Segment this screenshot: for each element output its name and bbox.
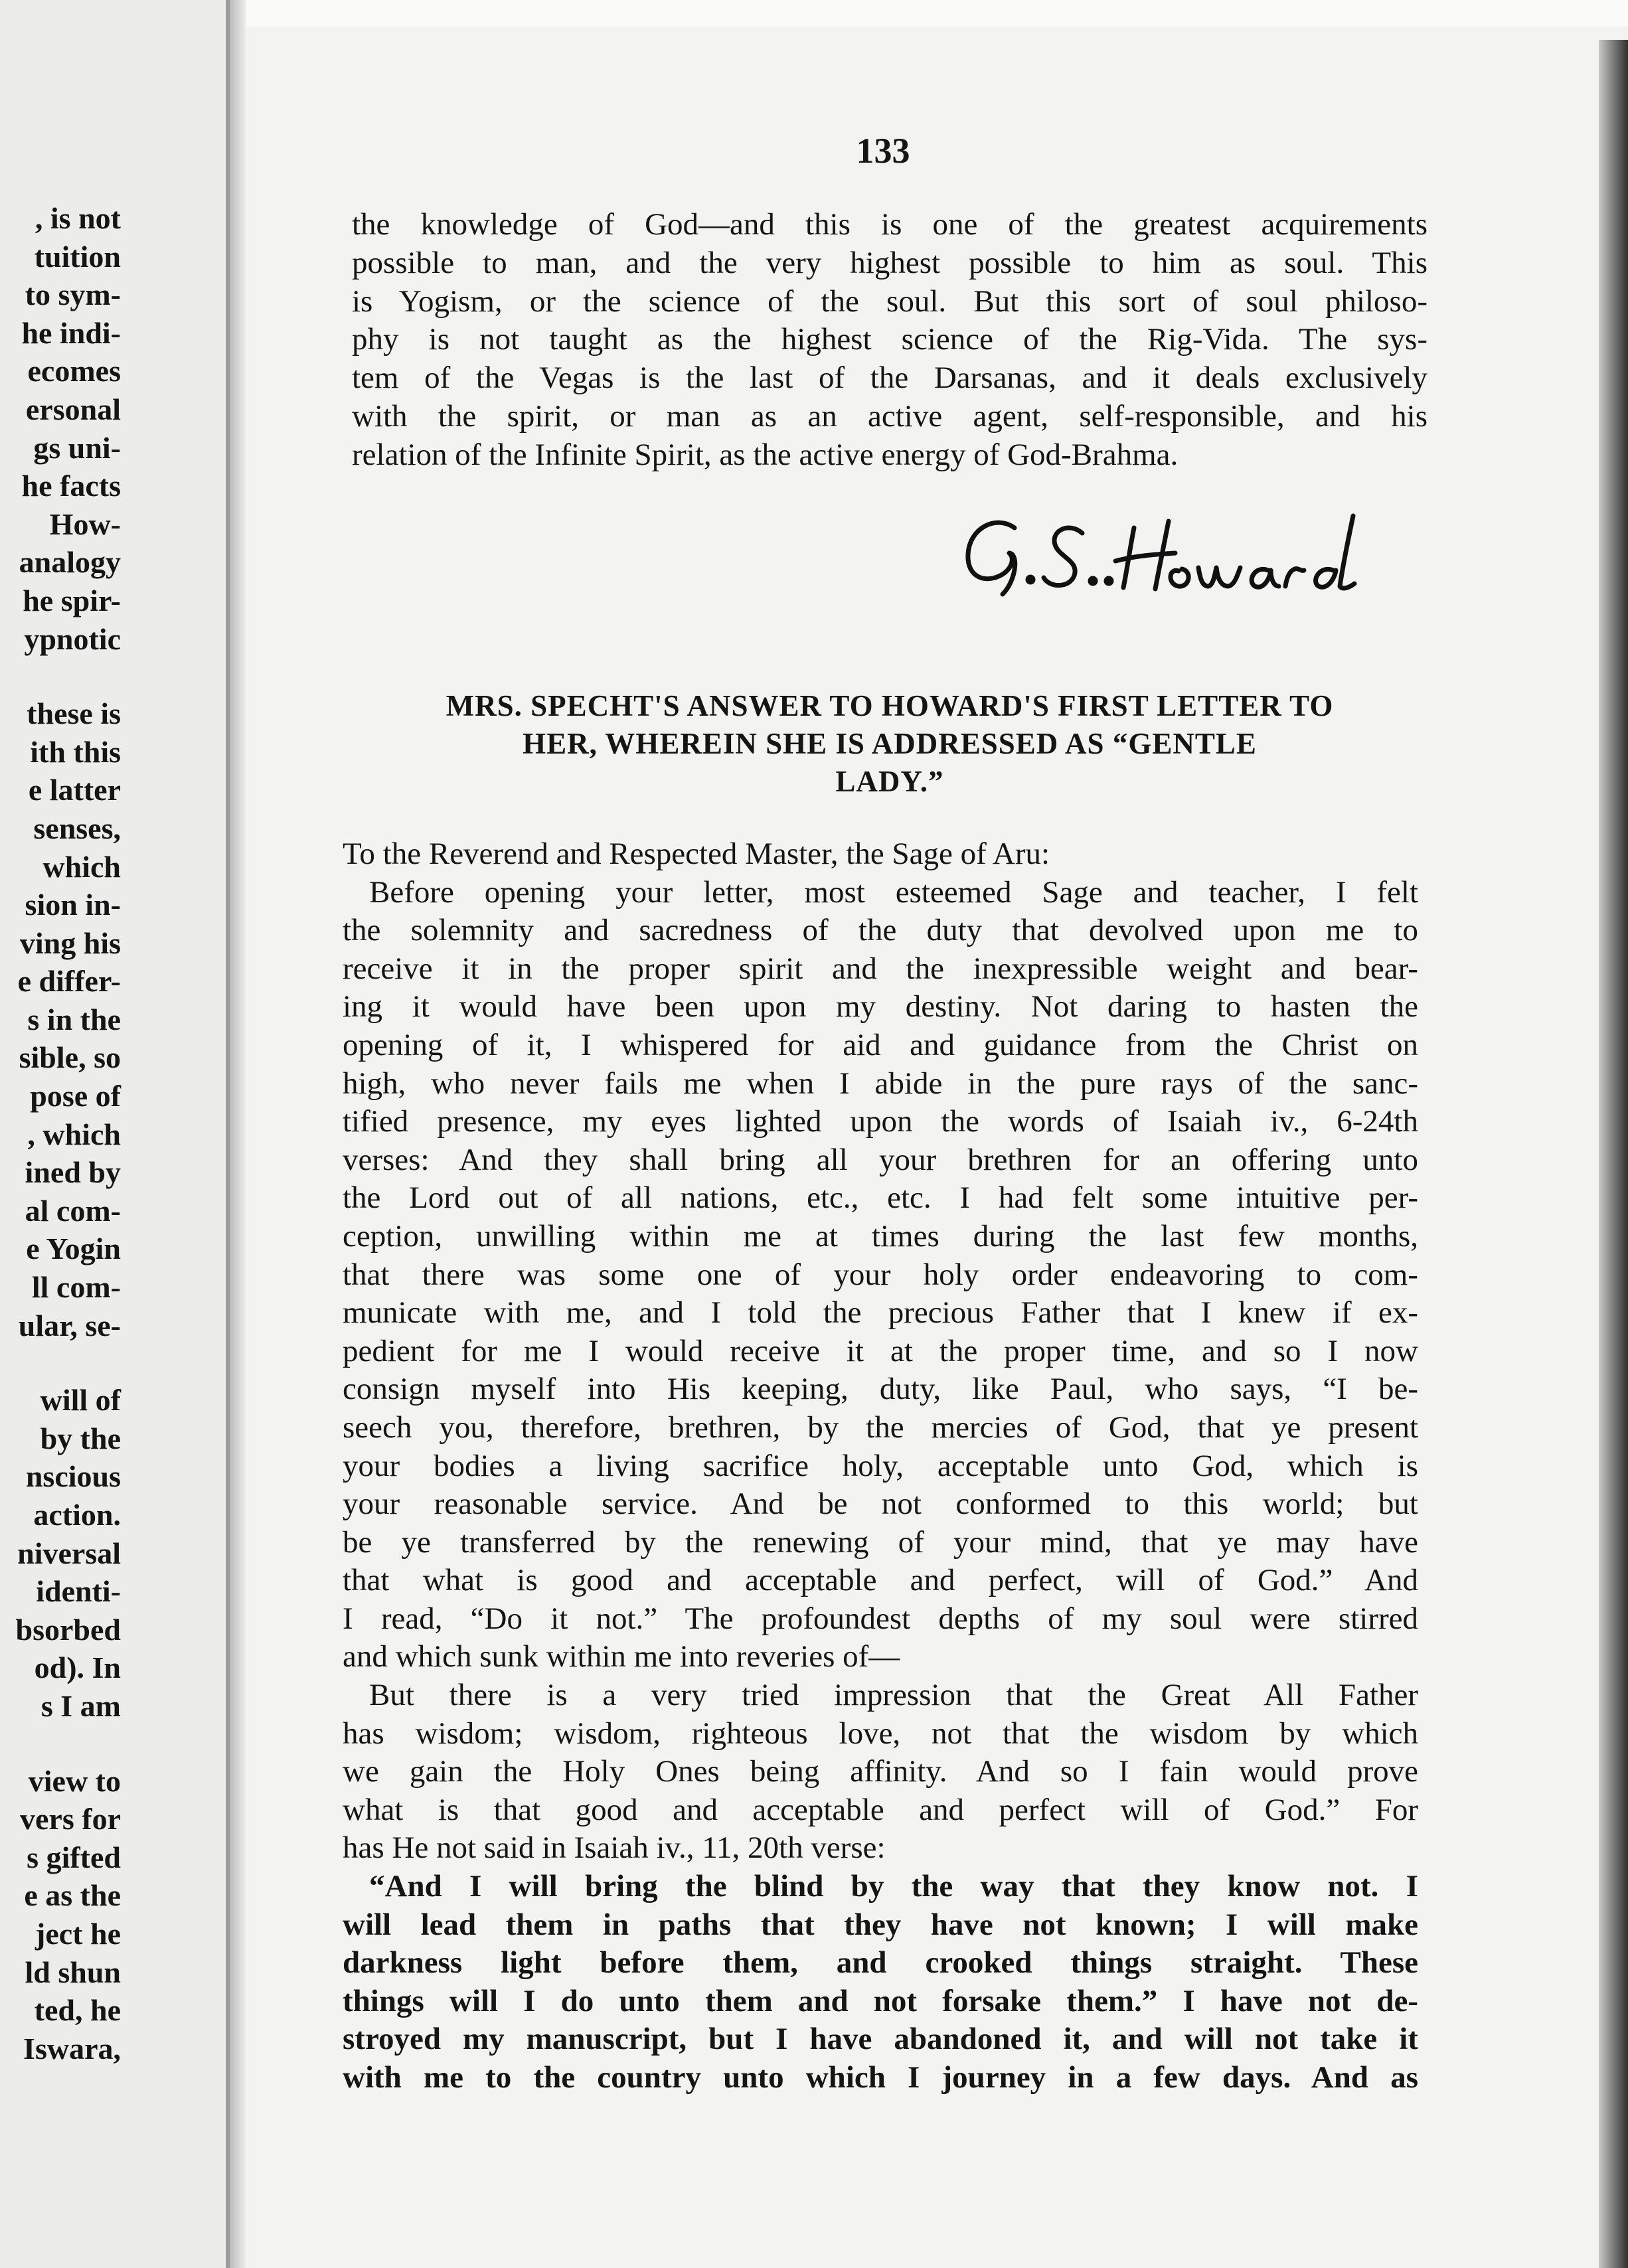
- facing-line: ith this: [30, 734, 121, 769]
- quote-line: things will I do unto them and not forsake them.” I have not de-: [343, 1983, 1418, 2018]
- signature-drawing: [956, 501, 1368, 614]
- facing-line: ll com-: [31, 1270, 121, 1305]
- facing-line: sion in-: [25, 888, 121, 922]
- quote-line: “And I will bring the blind by the way that they know not. I: [369, 1869, 1418, 1904]
- text-line: high, who never fails me when I abide in the pure rays of the sanc-: [343, 1066, 1418, 1101]
- text-line: and which sunk within me into reveries of—: [343, 1639, 900, 1674]
- facing-line: ular, se-: [18, 1308, 121, 1342]
- facing-line: e as the: [24, 1878, 121, 1913]
- text-line: opening of it, I whispered for aid and guidance from the Christ on: [343, 1027, 1418, 1062]
- text-line: pedient for me I would receive it at the proper time, and so I now: [343, 1333, 1418, 1368]
- quote-line: darkness light before them, and crooked things straight. These: [343, 1945, 1418, 1981]
- facing-line: which: [42, 849, 121, 884]
- paragraph-gap: [0, 1344, 121, 1381]
- book-gutter: [230, 0, 246, 2268]
- facing-line: e latter: [28, 773, 121, 807]
- text-line: has He not said in Isaiah iv., 11, 20th verse:: [343, 1830, 886, 1866]
- facing-line: How-: [49, 507, 121, 541]
- facing-line: he spir-: [23, 583, 121, 617]
- text-line: seech you, therefore, brethren, by the mercies of God, that ye present: [343, 1410, 1418, 1445]
- facing-line: ject he: [35, 1916, 121, 1951]
- facing-line: pose of: [30, 1079, 121, 1113]
- text-line: But there is a very tried impression that the Great All Father: [369, 1678, 1418, 1713]
- quote-line: will lead them in paths that they have not known; I will make: [343, 1907, 1418, 1942]
- text-line: your bodies a living sacrifice holy, acceptable unto God, which is: [343, 1448, 1418, 1483]
- handwritten-signature: [956, 501, 1368, 614]
- facing-line: by the: [40, 1421, 121, 1455]
- text-line: has wisdom; wisdom, righteous love, not that the wisdom by which: [343, 1716, 1418, 1751]
- text-line: verses: And they shall bring all your brethren for an offering unto: [343, 1142, 1418, 1177]
- heading-line: LADY.”: [835, 765, 944, 798]
- facing-line: analogy: [19, 545, 121, 580]
- facing-line: e Yogin: [26, 1232, 121, 1266]
- text-line: ception, unwilling within me at times during the last few months,: [343, 1218, 1418, 1254]
- facing-line: ld shun: [25, 1955, 121, 1989]
- text-line: that there was some one of your holy order endeavoring to com-: [343, 1257, 1418, 1292]
- text-line: the Lord out of all nations, etc., etc. I had felt some intuitive per-: [343, 1180, 1418, 1216]
- facing-line: will of: [40, 1383, 121, 1418]
- page-edge-shadow: [1599, 40, 1628, 2268]
- text-line: be ye transferred by the renewing of your mind, that ye may have: [343, 1524, 1418, 1560]
- text-line: what is that good and acceptable and perfect will of God.” For: [343, 1792, 1418, 1827]
- facing-line: to sym-: [25, 278, 121, 312]
- text-line: ing it would have been upon my destiny. Not daring to hasten the: [343, 989, 1418, 1024]
- page-number: 133: [856, 131, 910, 171]
- text-line: possible to man, and the very highest possible to him as soul. This: [352, 245, 1427, 280]
- text-line: stroyed my manuscript, but I have abandoned it, and will not take it: [343, 2022, 1418, 2057]
- text-line: receive it in the proper spirit and the inexpressible weight and bear-: [343, 951, 1418, 986]
- text-line: the solemnity and sacredness of the duty that devolved upon me to: [343, 913, 1418, 948]
- text-line: Before opening your letter, most esteemed Sage and teacher, I felt: [369, 874, 1418, 910]
- text-line: with me to the country unto which I journey in a few days. And as: [343, 2060, 1418, 2095]
- facing-line: , is not: [35, 201, 121, 235]
- facing-line: ted, he: [34, 1993, 121, 2028]
- heading-line: MRS. SPECHT'S ANSWER TO HOWARD'S FIRST LETTER TO: [446, 689, 1334, 722]
- text-line: tem of the Vegas is the last of the Darsanas, and it deals exclusively: [352, 361, 1427, 396]
- facing-line: he indi-: [21, 315, 121, 350]
- continuation-paragraph: [352, 206, 1427, 475]
- text-line: I read, “Do it not.” The profoundest depths of my soul were stirred: [343, 1601, 1418, 1636]
- text-line: with the spirit, or man as an active agent, self-responsible, and his: [352, 398, 1427, 434]
- text-line: the knowledge of God—and this is one of the greatest acquirements: [352, 207, 1427, 242]
- text-line: relation of the Infinite Spirit, as the active energy of God-Brahma.: [352, 437, 1179, 472]
- text-line: tified presence, my eyes lighted upon the words of Isaiah iv., 6-24th: [343, 1104, 1418, 1139]
- text-line: that what is good and acceptable and perfect, will of God.” And: [343, 1563, 1418, 1598]
- salutation-line: To the Reverend and Respected Master, the Sage of Aru:: [343, 837, 1050, 871]
- letter-heading: [345, 687, 1434, 801]
- letter-body: [343, 835, 1418, 2097]
- facing-line: ving his: [19, 926, 121, 960]
- text-line: consign myself into His keeping, duty, like Paul, who says, “I be-: [343, 1372, 1418, 1407]
- text-line: is Yogism, or the science of the soul. But this sort of soul philoso-: [352, 284, 1427, 319]
- facing-line: he facts: [21, 469, 121, 503]
- facing-page-fragment: [0, 0, 230, 2268]
- facing-line: ined by: [25, 1155, 121, 1190]
- paragraph-gap: [0, 658, 121, 694]
- text-line: your reasonable service. And be not conformed to this world; but: [343, 1487, 1418, 1522]
- facing-line: od). In: [34, 1651, 121, 1685]
- facing-line: ersonal: [25, 392, 121, 426]
- facing-line: these is: [27, 696, 121, 731]
- facing-line: al com-: [25, 1193, 121, 1228]
- facing-line: senses,: [33, 811, 121, 845]
- facing-line: Iswara,: [23, 2031, 121, 2066]
- facing-line: ecomes: [27, 354, 121, 388]
- text-line: municate with me, and I told the precious Father that I knew if ex-: [343, 1295, 1418, 1331]
- facing-line: ypnotic: [24, 621, 121, 656]
- facing-line: gs uni-: [33, 430, 121, 465]
- facing-line: niversal: [17, 1536, 121, 1570]
- facing-line: nscious: [25, 1459, 121, 1494]
- facing-line: sible, so: [19, 1040, 121, 1075]
- facing-line: identi-: [36, 1574, 121, 1609]
- paragraph-gap: [0, 1726, 121, 1762]
- facing-line: e differ-: [17, 964, 121, 999]
- facing-line: s gifted: [27, 1840, 121, 1874]
- facing-line: vers for: [20, 1802, 121, 1836]
- facing-line: bsorbed: [15, 1612, 121, 1647]
- text-line: we gain the Holy Ones being affinity. And so I fain would prove: [343, 1754, 1418, 1789]
- facing-line: view to: [28, 1763, 121, 1798]
- facing-line: s in the: [27, 1002, 121, 1036]
- heading-line: HER, WHEREIN SHE IS ADDRESSED AS “GENTLE: [523, 727, 1257, 760]
- facing-line: tuition: [34, 239, 121, 274]
- facing-line: s I am: [41, 1688, 121, 1723]
- facing-page-text: [0, 199, 121, 2067]
- text-line: phy is not taught as the highest science of the Rig-Vida. The sys-: [352, 322, 1427, 357]
- facing-line: , which: [27, 1117, 121, 1151]
- facing-line: action.: [33, 1498, 121, 1532]
